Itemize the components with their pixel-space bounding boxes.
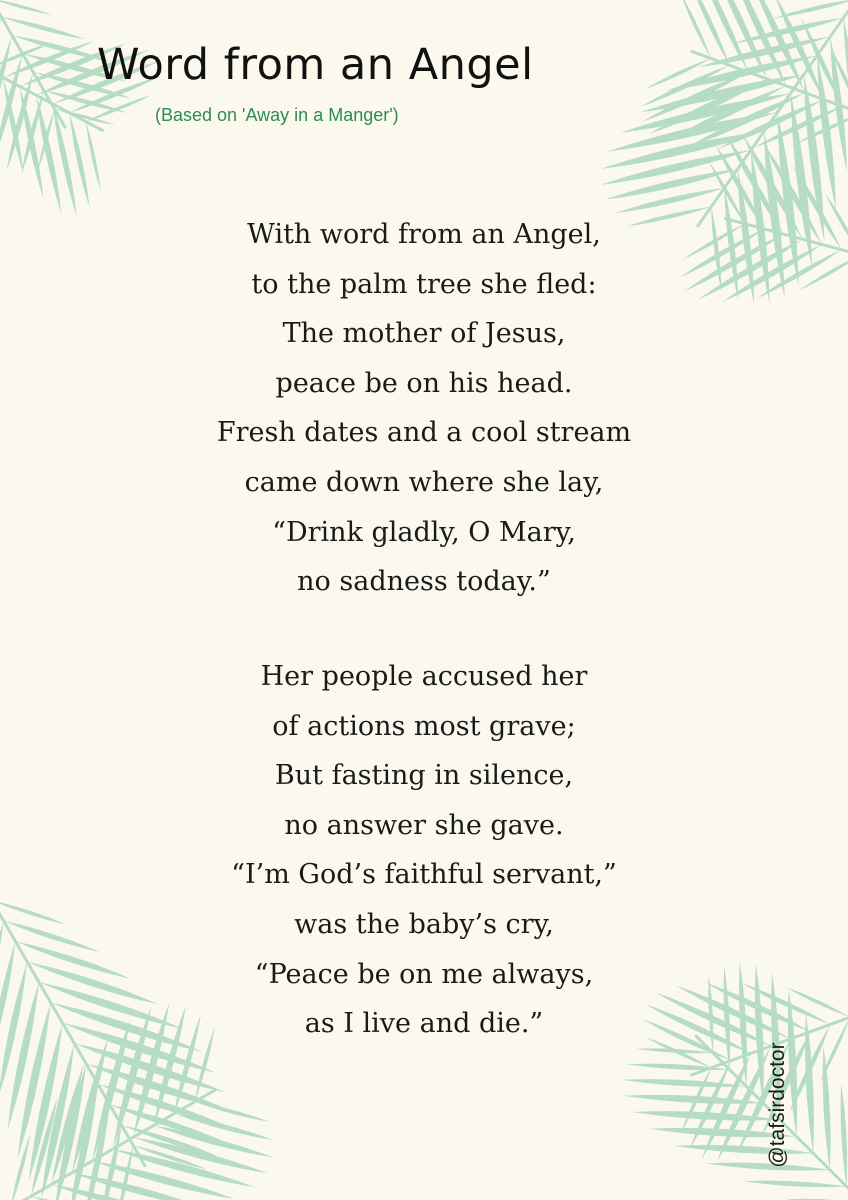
poem-line: But fasting in silence,	[274, 760, 574, 792]
page-subtitle: (Based on 'Away in a Manger')	[155, 105, 399, 125]
poem-line: no sadness today.”	[297, 566, 551, 598]
poem-line: of actions most grave;	[272, 710, 576, 742]
poem-line: “Peace be on me always,	[254, 958, 594, 990]
palm-leaf-top-left	[0, 0, 160, 217]
poem-line: The mother of Jesus,	[282, 318, 566, 350]
author-handle: @tafsirdoctor	[766, 1042, 789, 1168]
poem-line: Fresh dates and a cool stream	[216, 417, 632, 449]
page-title: Word from an Angel	[97, 40, 534, 90]
stanza-1	[0, 210, 848, 607]
poem-line: “I’m God’s faithful servant,”	[231, 859, 617, 891]
poem-line: peace be on his head.	[275, 367, 573, 399]
poem-line: Her people accused her	[260, 661, 588, 692]
poem-line: was the baby’s cry,	[294, 908, 554, 940]
poem-line: no answer she gave.	[284, 809, 564, 841]
poem-line: “Drink gladly, O Mary,	[272, 516, 576, 548]
poem-line: With word from an Angel,	[247, 219, 601, 250]
poem-line: to the palm tree she fled:	[251, 268, 597, 300]
poem-line: as I live and die.”	[304, 1008, 544, 1040]
poem-line: came down where she lay,	[244, 466, 604, 498]
stanza-2	[0, 652, 848, 1049]
